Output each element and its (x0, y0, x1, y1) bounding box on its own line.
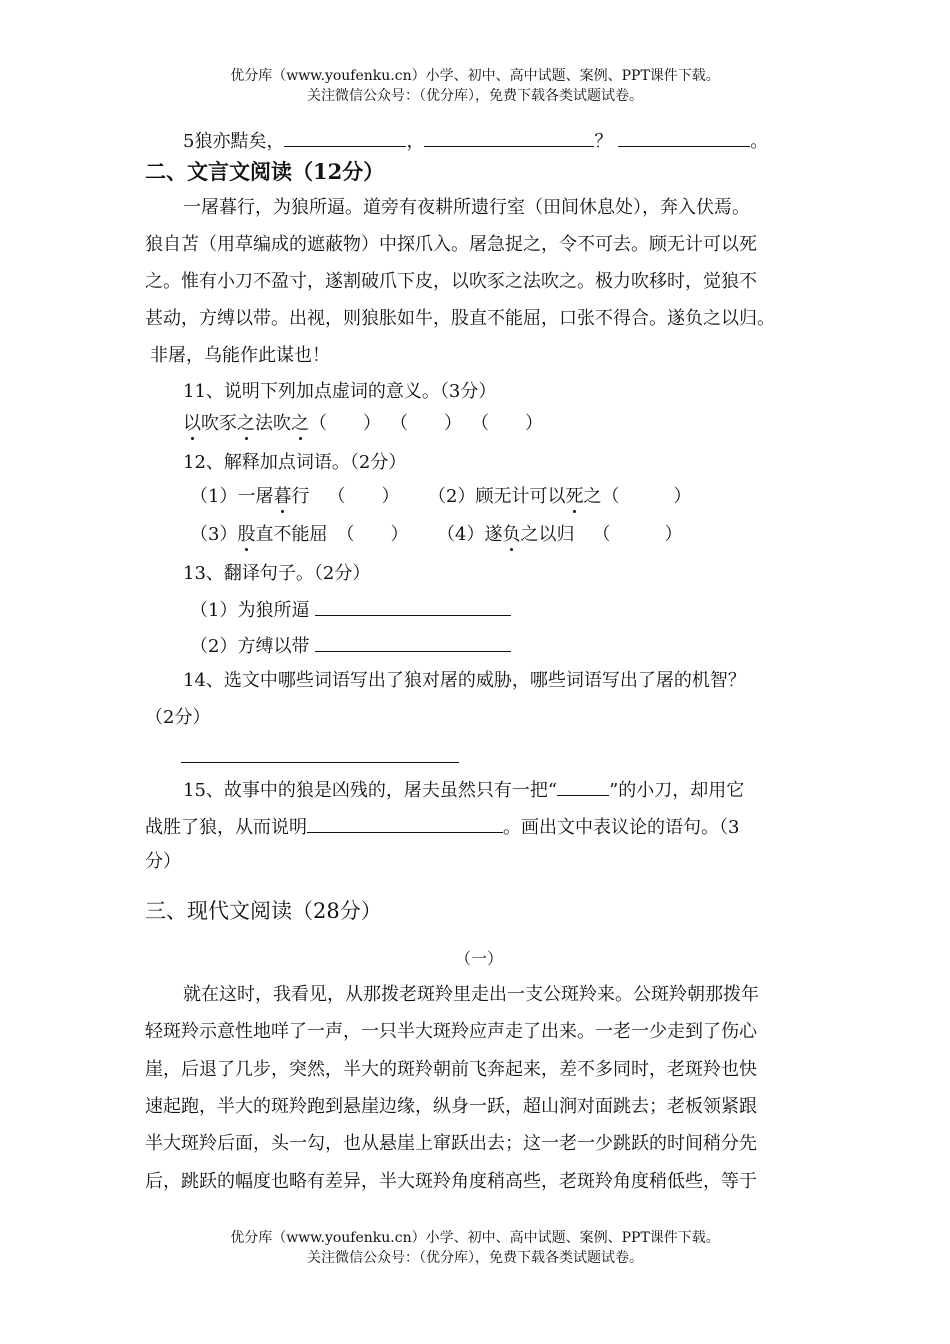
question-5 (183, 128, 768, 154)
q11-dotted-char-3: 之 (291, 413, 309, 434)
modern-passage-line-4: 速起跑，半大的斑羚跑到悬崖边缘，纵身一跃，超山涧对面跳去；老板领紧跟 (145, 1096, 757, 1117)
section-3-title: 三、现代文阅读（28分） (145, 899, 382, 923)
header-line-1: 优分库（www.youfenku.cn）小学、初中、高中试题、案例、PPT课件下载。 (230, 68, 720, 84)
q12-item2-rest: 之 (583, 486, 602, 507)
q12-item1-dotted: 暮 (273, 486, 292, 507)
classical-passage-line-2: 狼自苫（用草编成的遮蔽物）中探爪入。屠急捉之，令不可去。顾无计可以死 (145, 234, 757, 255)
q14-answer-line[interactable] (181, 762, 459, 763)
section-2-title: 二、文言文阅读（12分） (145, 159, 385, 184)
q12-item3-dotted: 股 (237, 524, 256, 545)
header-line-2: 关注微信公众号：（优分库），免费下载各类试题试卷。 (307, 88, 643, 104)
q13-item1-text: （1）为狼所逼 (190, 600, 310, 621)
q12-item4-rest: 之以归 (520, 524, 575, 545)
modern-passage-line-1: 就在这时，我看见，从那拨老斑羚里走出一支公斑羚来。公斑羚朝那拨年 (183, 984, 759, 1005)
modern-passage-line-6: 后，跳跃的幅度也略有差异，半大斑羚角度稍高些，老斑羚角度稍低些，等于 (145, 1171, 757, 1192)
q11-text-2: 法吹 (255, 413, 291, 434)
question-13-stem: 13、翻译句子。（2分） (183, 563, 371, 584)
q12-item4-answer[interactable]: （ ） (592, 524, 683, 545)
classical-passage-line-3: 之。惟有小刀不盈寸，遂割破爪下皮，以吹豕之法吹之。极力吹移时，觉狼不 (145, 271, 757, 292)
q15-text-1: 15、故事中的狼是凶残的，屠夫虽然只有一把“ (183, 780, 558, 801)
q5-prefix: 5狼亦黠矣， (183, 131, 285, 152)
question-15-line-3: 分） (145, 851, 181, 872)
q12-item1-rest: 行 (291, 486, 310, 507)
q13-answer-1[interactable] (315, 597, 511, 616)
q15-text-2: ”的小刀，却用它 (609, 780, 745, 801)
q11-dotted-char-1: 以 (183, 413, 201, 434)
q11-answer-3[interactable]: （ ） (471, 413, 543, 434)
classical-passage-line-4: 甚动，方缚以带。出视，则狼胀如牛，股直不能屈，口张不得合。遂负之以归。 (145, 308, 775, 329)
question-15-line-2 (145, 814, 739, 840)
q12-item4-dotted: 负 (502, 524, 521, 545)
question-11-items (183, 412, 543, 436)
q15-blank-1[interactable] (557, 777, 609, 796)
q13-answer-2[interactable] (315, 633, 511, 652)
question-11-stem: 11、说明下列加点虚词的意义。（3分） (183, 381, 497, 402)
q11-answer-1[interactable]: （ ） (309, 413, 381, 434)
q12-item4-text: （4）遂 (437, 524, 503, 545)
modern-passage-line-5: 半大斑羚后面，头一勾，也从悬崖上窜跃出去；这一老一少跳跃的时间稍分先 (145, 1133, 757, 1154)
page-header (0, 66, 950, 106)
question-13-item-1 (190, 597, 511, 623)
q5-blank-1[interactable] (284, 128, 406, 147)
q12-item2-text: （2）顾无计可以 (428, 486, 566, 507)
modern-passage-line-3: 崖，后退了几步，突然，半大的斑羚朝前飞奔起来，差不多同时，老斑羚也快 (145, 1059, 757, 1080)
q12-item2-answer[interactable]: （ ） (601, 486, 692, 507)
q12-item2-dotted: 死 (565, 486, 584, 507)
q5-blank-3[interactable] (618, 128, 750, 147)
question-12-item-3 (190, 523, 408, 547)
q12-item1-text: （1）一屠 (190, 486, 274, 507)
q11-answer-2[interactable]: （ ） (390, 413, 462, 434)
page-footer (0, 1228, 950, 1268)
question-15-line-1 (183, 777, 744, 803)
q12-item3-answer[interactable]: （ ） (336, 524, 409, 545)
question-14-stem: 14、选文中哪些词语写出了狼对屠的威胁，哪些词语写出了屠的机智？ (183, 670, 746, 691)
q13-item2-text: （2）方缚以带 (190, 636, 310, 657)
q11-dotted-char-2: 之 (237, 413, 255, 434)
q15-blank-2[interactable] (307, 814, 503, 833)
q12-item1-answer[interactable]: （ ） (327, 486, 400, 507)
question-12-stem: 12、解释加点词语。（2分） (183, 452, 407, 473)
q15-text-4: 。画出文中表议论的语句。（3 (503, 817, 740, 838)
q12-item3-rest: 直不能屈 (255, 524, 328, 545)
modern-passage-line-2: 轻斑羚示意性地咩了一声，一只半大斑羚应声走了出来。一老一少走到了伤心 (145, 1021, 757, 1042)
q11-text-1: 吹豕 (201, 413, 237, 434)
footer-line-2: 关注微信公众号：（优分库），免费下载各类试题试卷。 (307, 1250, 643, 1266)
q5-blank-2[interactable] (424, 128, 594, 147)
q12-item3-text: （3） (190, 524, 238, 545)
classical-passage-line-5: 非屠，乌能作此谋也！ (150, 345, 330, 366)
q5-period: 。 (750, 131, 769, 152)
question-12-item-2 (428, 485, 691, 509)
question-14-points: （2分） (145, 707, 211, 728)
section-3-subtitle: （一） (455, 949, 504, 968)
q15-text-3: 战胜了狼，从而说明 (145, 817, 307, 838)
q5-comma: ， (406, 131, 425, 152)
footer-line-1: 优分库（www.youfenku.cn）小学、初中、高中试题、案例、PPT课件下载。 (230, 1230, 720, 1246)
question-12-item-4 (437, 523, 682, 547)
classical-passage-line-1: 一屠暮行，为狼所逼。道旁有夜耕所遗行室（田间休息处），奔入伏焉。 (183, 197, 750, 218)
question-13-item-2 (190, 633, 511, 659)
q5-question-mark: ？ (594, 131, 613, 152)
question-12-item-1 (190, 485, 399, 509)
